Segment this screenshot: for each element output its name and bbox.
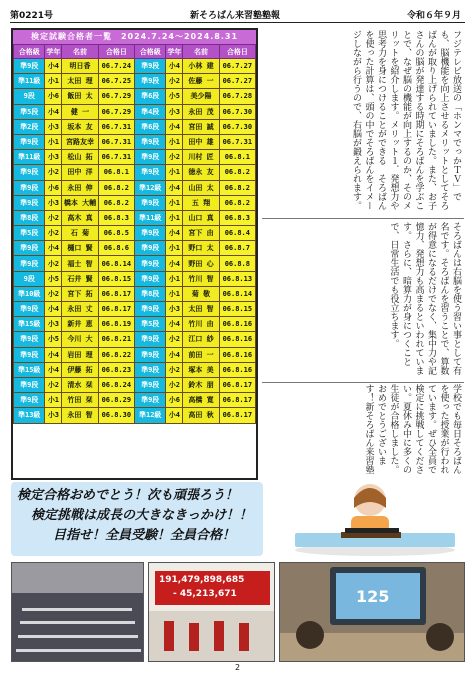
table-cell: 06.8.3 <box>219 210 255 225</box>
table-cell: 小3 <box>45 317 62 332</box>
table-cell: 小2 <box>166 74 183 89</box>
table-cell: 06.7.24 <box>98 59 134 74</box>
table-cell: 小4 <box>45 59 62 74</box>
table-row <box>14 134 256 149</box>
table-cell: 06.8.16 <box>219 362 255 377</box>
table-cell: 準5段 <box>134 317 165 332</box>
table-row <box>14 241 256 256</box>
table-cell: 準5段 <box>14 104 45 119</box>
table-cell: 準6段 <box>134 119 165 134</box>
table-cell: 宮路友幸 <box>62 134 98 149</box>
table-cell: 健 一 <box>62 104 98 119</box>
table-cell: 小1 <box>45 74 62 89</box>
table-cell: 06.7.31 <box>98 150 134 165</box>
table-cell: 小6 <box>45 89 62 104</box>
table-cell: 準8段 <box>134 286 165 301</box>
table-header-row <box>14 45 256 59</box>
table-cell: 小1 <box>166 210 183 225</box>
table-cell: 岩田 理 <box>62 347 98 362</box>
table-cell: 小6 <box>45 180 62 195</box>
table-row <box>14 317 256 332</box>
table-cell: 06.8.30 <box>98 408 134 423</box>
table-cell: 準9段 <box>134 226 165 241</box>
table-cell: 山田 太 <box>183 180 219 195</box>
table-cell: 高木 真 <box>62 210 98 225</box>
table-cell: 06.7.31 <box>98 134 134 149</box>
table-cell: 06.7.27 <box>219 59 255 74</box>
table-cell: 準13級 <box>14 408 45 423</box>
table-cell: 準9段 <box>134 74 165 89</box>
table-cell: 小2 <box>45 226 62 241</box>
table-cell: 永田 伸 <box>62 180 98 195</box>
table-row <box>14 89 256 104</box>
screen-number: 125 <box>356 587 390 606</box>
stage-number-2: - 45,213,671 <box>173 589 237 599</box>
issue-number: 第0221号 <box>10 11 54 21</box>
table-cell: 06.8.19 <box>98 317 134 332</box>
table-cell: 小1 <box>166 286 183 301</box>
table-cell: 06.8.3 <box>98 210 134 225</box>
table-cell: 06.8.17 <box>98 302 134 317</box>
page-number: 2 <box>234 663 241 672</box>
table-cell: 06.8.8 <box>219 256 255 271</box>
table-row <box>14 271 256 286</box>
table-cell: 高橋 寛 <box>183 393 219 408</box>
table-cell: 準11級 <box>134 210 165 225</box>
table-cell: 小1 <box>166 271 183 286</box>
table-row <box>14 165 256 180</box>
table-cell: 準9段 <box>14 302 45 317</box>
table-cell: 06.7.30 <box>219 104 255 119</box>
table-cell: 06.8.16 <box>219 347 255 362</box>
table-cell: 06.8.15 <box>98 271 134 286</box>
table-cell: 06.8.1 <box>219 150 255 165</box>
table-cell: 06.8.24 <box>98 377 134 392</box>
col-header: 学年 <box>166 45 183 59</box>
table-cell: 06.8.17 <box>98 286 134 301</box>
table-cell: 06.8.22 <box>98 347 134 362</box>
issue-date: 令和６年９月 <box>406 11 461 21</box>
table-cell: 06.8.23 <box>98 362 134 377</box>
table-row <box>14 74 256 89</box>
table-cell: 竹川 智 <box>183 271 219 286</box>
table-cell: 太田 理 <box>62 74 98 89</box>
table-cell: 石井 賢 <box>62 271 98 286</box>
table-cell: 準9段 <box>14 347 45 362</box>
table-cell: 飯田 太 <box>62 89 98 104</box>
table-cell: 小4 <box>45 104 62 119</box>
table-cell: 準9段 <box>134 195 165 210</box>
classroom-photo <box>279 562 465 662</box>
results-table <box>13 44 256 424</box>
table-row <box>14 119 256 134</box>
table-cell: 高田 秋 <box>183 408 219 423</box>
table-cell: 06.8.17 <box>219 393 255 408</box>
table-cell: 福士 智 <box>62 256 98 271</box>
competition-stage-photo <box>148 562 275 662</box>
table-cell: 準9段 <box>134 150 165 165</box>
table-cell: 06.8.16 <box>219 332 255 347</box>
table-cell: 06.8.2 <box>219 165 255 180</box>
table-cell: 田中 雄 <box>183 134 219 149</box>
table-cell: 準6段 <box>134 89 165 104</box>
table-cell: 06.8.29 <box>98 393 134 408</box>
table-cell: 準12級 <box>134 408 165 423</box>
table-cell: 06.8.2 <box>98 180 134 195</box>
table-cell: 小1 <box>166 241 183 256</box>
table-cell: 山口 真 <box>183 210 219 225</box>
col-header: 名前 <box>183 45 219 59</box>
table-cell: 準9段 <box>14 393 45 408</box>
table-cell: 前田 一 <box>183 347 219 362</box>
table-cell: 小4 <box>166 347 183 362</box>
table-cell: 江口 紗 <box>183 332 219 347</box>
table-cell: 小2 <box>166 150 183 165</box>
header-rule <box>10 22 465 23</box>
studying-girl-illustration <box>285 478 465 558</box>
table-cell: 06.7.29 <box>98 104 134 119</box>
table-row <box>14 377 256 392</box>
col-header: 合格日 <box>219 45 255 59</box>
table-cell: 永田 智 <box>62 408 98 423</box>
table-cell: 小4 <box>166 59 183 74</box>
table-cell: 準9段 <box>14 59 45 74</box>
banner-line-3: 目指せ！全員受験！全員合格！ <box>53 528 236 543</box>
table-row <box>14 104 256 119</box>
table-row <box>14 302 256 317</box>
col-header: 合格日 <box>98 45 134 59</box>
table-row <box>14 180 256 195</box>
table-cell: 永田 丈 <box>62 302 98 317</box>
table-cell: 準9段 <box>134 393 165 408</box>
col-header: 学年 <box>45 45 62 59</box>
table-cell: 06.8.13 <box>219 271 255 286</box>
table-cell: 準9段 <box>14 256 45 271</box>
table-cell: 06.8.7 <box>219 241 255 256</box>
table-title: 検定試験合格者一覧 2024.7.24〜2024.8.31 <box>13 30 256 44</box>
table-row <box>14 150 256 165</box>
table-row <box>14 347 256 362</box>
table-cell: 小1 <box>166 165 183 180</box>
table-cell: 準15級 <box>14 317 45 332</box>
table-cell: 06.8.2 <box>219 180 255 195</box>
table-row <box>14 59 256 74</box>
column-divider <box>262 218 464 219</box>
table-cell: 06.8.5 <box>98 226 134 241</box>
stage-number-1: 191,479,898,685 <box>159 575 245 585</box>
table-cell: 06.8.2 <box>98 195 134 210</box>
table-cell: 06.7.31 <box>98 119 134 134</box>
banner-line-1: 検定合格おめでとう！次も頑張ろう！ <box>17 488 239 503</box>
table-cell: 準9段 <box>14 180 45 195</box>
table-cell: 野田 心 <box>183 256 219 271</box>
table-cell: 樋口 賢 <box>62 241 98 256</box>
table-cell: 鈴木 朋 <box>183 377 219 392</box>
table-cell: 田中 洋 <box>62 165 98 180</box>
table-cell: 準9段 <box>14 332 45 347</box>
table-row <box>14 362 256 377</box>
newsletter-title: 新そろばん来習塾塾報 <box>190 11 281 21</box>
tournament-hall-photo <box>11 562 144 662</box>
table-cell: 準9段 <box>14 195 45 210</box>
table-cell: 野口 太 <box>183 241 219 256</box>
table-cell: 小3 <box>166 302 183 317</box>
pass-list-table <box>11 28 258 480</box>
table-cell: 準9段 <box>134 347 165 362</box>
table-cell: 準9段 <box>134 362 165 377</box>
table-cell: 06.8.2 <box>219 195 255 210</box>
table-cell: 準10級 <box>14 286 45 301</box>
table-cell: 06.8.1 <box>98 165 134 180</box>
table-cell: 小1 <box>166 134 183 149</box>
table-row <box>14 210 256 225</box>
table-cell: 準2段 <box>14 119 45 134</box>
table-cell: 小4 <box>45 347 62 362</box>
table-cell: 橋本 大輔 <box>62 195 98 210</box>
table-cell: 川村 匠 <box>183 150 219 165</box>
table-cell: 小2 <box>45 377 62 392</box>
hall-photo-image <box>12 563 144 662</box>
congrats-banner <box>11 482 263 556</box>
table-cell: 06.7.27 <box>219 74 255 89</box>
table-cell: 小4 <box>166 180 183 195</box>
table-cell: 06.8.14 <box>98 256 134 271</box>
table-cell: 06.8.21 <box>98 332 134 347</box>
table-cell: 小1 <box>45 393 62 408</box>
table-cell: 美少陽 <box>183 89 219 104</box>
classroom-photo-image <box>280 563 465 662</box>
table-cell: 宮田 誠 <box>183 119 219 134</box>
table-cell: 06.7.25 <box>98 74 134 89</box>
table-cell: 小4 <box>166 408 183 423</box>
table-row <box>14 393 256 408</box>
table-cell: 準9段 <box>14 377 45 392</box>
table-cell: 06.8.17 <box>219 377 255 392</box>
table-cell: 宮下 拓 <box>62 286 98 301</box>
table-cell: 永田 茂 <box>183 104 219 119</box>
table-cell: 06.8.16 <box>219 317 255 332</box>
table-row <box>14 408 256 423</box>
table-cell: 9段 <box>14 89 45 104</box>
col-header: 合格級 <box>14 45 45 59</box>
table-cell: 小2 <box>166 362 183 377</box>
table-cell: 準4段 <box>134 104 165 119</box>
table-row <box>14 286 256 301</box>
table-cell: 五 翔 <box>183 195 219 210</box>
table-cell: 清水 栞 <box>62 377 98 392</box>
table-cell: 準9段 <box>14 165 45 180</box>
table-cell: 準9段 <box>14 241 45 256</box>
table-cell: 小4 <box>45 302 62 317</box>
table-cell: 06.8.14 <box>219 286 255 301</box>
table-cell: 石 菊 <box>62 226 98 241</box>
table-cell: 06.7.29 <box>98 89 134 104</box>
col-header: 名前 <box>62 45 98 59</box>
table-cell: 小3 <box>45 150 62 165</box>
table-cell: 06.8.4 <box>219 226 255 241</box>
table-cell: 準11級 <box>14 74 45 89</box>
table-cell: 菊 敬 <box>183 286 219 301</box>
table-cell: 準9段 <box>134 241 165 256</box>
table-cell: 小2 <box>166 377 183 392</box>
table-cell: 小3 <box>166 104 183 119</box>
table-cell: 06.8.6 <box>98 241 134 256</box>
table-cell: 小5 <box>45 332 62 347</box>
table-cell: 小4 <box>166 119 183 134</box>
table-cell: 準9段 <box>134 271 165 286</box>
table-cell: 明日香 <box>62 59 98 74</box>
table-cell: 小林 建 <box>183 59 219 74</box>
table-row <box>14 195 256 210</box>
table-cell: 準12級 <box>134 180 165 195</box>
article-column-1: フジテレビ放送の「ホンマでっかＴＶ」でも、脳機能を向上させるメリットとしてそろばんが取り上げられていました。また、お子さんの脳が発達する時期にそろばんを学ぶことで、なぜ脳の機能が向上するのか、そのメリットを紹介します。メリット１．発想力や思考力を身につけることができる そろばんを使った計算は、頭の中でそろばんをイメージしながら行うので、右脳が鍛えられます。 <box>351 30 461 210</box>
table-row <box>14 256 256 271</box>
table-cell: 小2 <box>45 210 62 225</box>
table-cell: 宮下 由 <box>183 226 219 241</box>
column-divider <box>262 382 464 383</box>
table-cell: 小3 <box>45 408 62 423</box>
table-cell: 小1 <box>45 134 62 149</box>
table-cell: 小6 <box>166 393 183 408</box>
table-cell: 小5 <box>45 271 62 286</box>
table-cell: 佐藤 一 <box>183 74 219 89</box>
table-cell: 竹川 由 <box>183 317 219 332</box>
table-cell: 準9段 <box>134 256 165 271</box>
table-cell: 小2 <box>45 256 62 271</box>
article-column-3: 学校でも毎日そろばんを使った授業が行われています。ぜひ全員で検定に挑戦してください。夏休み中に多くの生徒が合格しました。おめでとうございます！新そろばん来習塾 <box>363 384 461 474</box>
table-cell: 準9段 <box>134 332 165 347</box>
table-cell: 小2 <box>45 286 62 301</box>
table-cell: 準5段 <box>14 226 45 241</box>
banner-line-2: 検定挑戦は成長の大きなきっかけ！！ <box>31 508 253 523</box>
table-cell: 小5 <box>166 89 183 104</box>
article-column-2: そろばんは右脳を使う習い事として有名です。そろばんを習うことで、算数が得意になるだけでなく、集中力や記憶力、発想力も高まるといわれています。さらに、暗算力が身につくことで、日常生活でも役立ちます。 <box>388 222 461 375</box>
table-cell: 準9段 <box>134 59 165 74</box>
table-cell: 06.7.30 <box>219 119 255 134</box>
table-cell: 準9段 <box>134 134 165 149</box>
table-cell: 06.8.17 <box>219 408 255 423</box>
table-cell: 06.7.31 <box>219 134 255 149</box>
table-cell: 新井 恵 <box>62 317 98 332</box>
table-cell: 塚本 美 <box>183 362 219 377</box>
table-cell: 今川 大 <box>62 332 98 347</box>
table-cell: 小2 <box>166 332 183 347</box>
table-cell: 徳永 友 <box>183 165 219 180</box>
table-cell: 小4 <box>166 226 183 241</box>
table-cell: 06.7.28 <box>219 89 255 104</box>
table-cell: 小2 <box>45 165 62 180</box>
table-cell: 準9段 <box>134 302 165 317</box>
table-cell: 太田 智 <box>183 302 219 317</box>
table-cell: 準9段 <box>14 134 45 149</box>
table-cell: 小3 <box>45 119 62 134</box>
table-cell: 小1 <box>166 195 183 210</box>
table-row <box>14 332 256 347</box>
table-cell: 06.8.15 <box>219 302 255 317</box>
table-cell: 小4 <box>166 317 183 332</box>
table-cell: 準9段 <box>134 165 165 180</box>
table-cell: 伊藤 拓 <box>62 362 98 377</box>
table-row <box>14 226 256 241</box>
table-cell: 準8段 <box>14 210 45 225</box>
table-cell: 竹田 栞 <box>62 393 98 408</box>
table-cell: 小3 <box>45 195 62 210</box>
table-cell: 準15級 <box>14 362 45 377</box>
table-cell: 準11級 <box>14 150 45 165</box>
col-header: 合格級 <box>134 45 165 59</box>
table-cell: 小4 <box>45 241 62 256</box>
table-cell: 小4 <box>166 256 183 271</box>
table-cell: 坂本 友 <box>62 119 98 134</box>
table-cell: 9段 <box>14 271 45 286</box>
table-cell: 松山 拓 <box>62 150 98 165</box>
table-cell: 小4 <box>45 362 62 377</box>
table-cell: 準9段 <box>134 377 165 392</box>
